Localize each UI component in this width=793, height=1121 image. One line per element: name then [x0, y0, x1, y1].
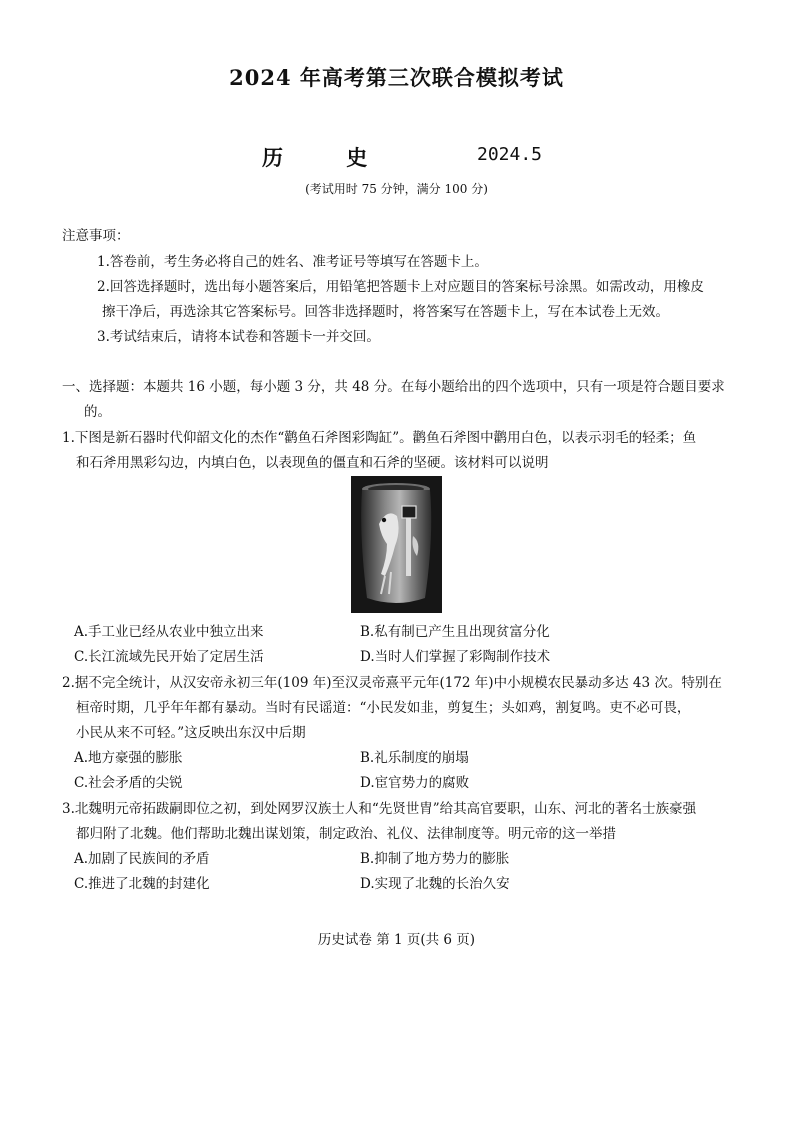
- question-2: [62, 671, 752, 796]
- page-footer: 历史试卷 第 1 页(共 6 页): [317, 932, 476, 948]
- question-stem: [62, 797, 752, 847]
- option-c[interactable]: C.长江流域先民开始了定居生活: [74, 649, 264, 665]
- pottery-jar-icon: [351, 476, 442, 613]
- options-group: [62, 847, 752, 897]
- question-stem: [62, 426, 752, 476]
- section-heading-line: 的。: [84, 404, 111, 420]
- options-group: [62, 620, 752, 670]
- option-d[interactable]: D.当时人们掌握了彩陶制作技术: [360, 649, 551, 665]
- painted-pottery-jar-image: [351, 476, 442, 613]
- option-c[interactable]: C.推进了北魏的封建化: [74, 876, 210, 892]
- question-line: 1.下图是新石器时代仰韶文化的杰作“鹳鱼石斧图彩陶缸”。鹳鱼石斧图中鹳用白色，以表示羽毛的轻柔；鱼: [62, 430, 697, 446]
- option-d[interactable]: D.实现了北魏的长治久安: [360, 876, 510, 892]
- exam-info: (考试用时 75 分钟，满分 100 分): [305, 182, 488, 196]
- notice-item-line: 2.回答选择题时，选出每小题答案后，用铅笔把答题卡上对应题目的答案标号涂黑。如需改动，用橡皮: [97, 279, 704, 295]
- page-title: 2024 年高考第三次联合模拟考试: [229, 65, 564, 90]
- option-c[interactable]: C.社会矛盾的尖锐: [74, 775, 183, 791]
- question-line: 都归附了北魏。他们帮助北魏出谋划策，制定政治、礼仪、法律制度等。明元帝的这一举措: [76, 826, 616, 842]
- section-heading-line: 一、选择题：本题共 16 小题，每小题 3 分，共 48 分。在每小题给出的四个选项中，只有一项是符合题目要求: [62, 379, 725, 395]
- subject-title: 历 史: [262, 145, 396, 170]
- option-b[interactable]: B.私有制已产生且出现贫富分化: [360, 624, 550, 640]
- exam-date: 2024.5: [477, 144, 543, 165]
- subject-line: [0, 142, 793, 168]
- question-line: 桓帝时期，几乎年年都有暴动。当时有民谣道：“小民发如韭，剪复生；头如鸡，割复鸣。吏不必可畏，: [76, 700, 691, 716]
- question-1-options: [62, 620, 752, 670]
- question-3: [62, 797, 752, 897]
- option-b[interactable]: B.礼乐制度的崩塌: [360, 750, 469, 766]
- question-1: [62, 426, 752, 476]
- option-a[interactable]: A.手工业已经从农业中独立出来: [74, 624, 264, 640]
- notice-item: [97, 250, 747, 275]
- option-a[interactable]: A.地方豪强的膨胀: [74, 750, 183, 766]
- question-stem: [62, 671, 752, 746]
- notice-item-line: 擦干净后，再选涂其它答案标号。回答非选择题时，将答案写在答题卡上，写在本试卷上无效。: [102, 304, 669, 320]
- notice-item: [97, 275, 747, 325]
- option-d[interactable]: D.宦官势力的腐败: [360, 775, 470, 791]
- question-line: 2.据不完全统计，从汉安帝永初三年(109 年)至汉灵帝熹平元年(172 年)中小规模农民暴动多达 43 次。特别在: [62, 675, 722, 691]
- section-heading: [62, 375, 752, 425]
- notice-heading: 注意事项：: [62, 228, 130, 244]
- question-line: 3.北魏明元帝拓跋嗣即位之初，到处网罗汉族士人和“先贤世胄”给其高官要职，山东、河北的著名士族豪强: [62, 801, 697, 817]
- option-b[interactable]: B.抑制了地方势力的膨胀: [360, 851, 510, 867]
- notice-item-line: 1.答卷前，考生务必将自己的姓名、准考证号等填写在答题卡上。: [97, 254, 488, 270]
- notice-item-line: 3.考试结束后，请将本试卷和答题卡一并交回。: [97, 329, 380, 345]
- question-line: 和石斧用黑彩勾边，内填白色，以表现鱼的僵直和石斧的坚硬。该材料可以说明: [76, 455, 549, 471]
- notice-item: [97, 325, 747, 350]
- option-a[interactable]: A.加剧了民族间的矛盾: [74, 851, 210, 867]
- options-group: [62, 746, 752, 796]
- question-line: 小民从来不可轻。”这反映出东汉中后期: [76, 725, 306, 741]
